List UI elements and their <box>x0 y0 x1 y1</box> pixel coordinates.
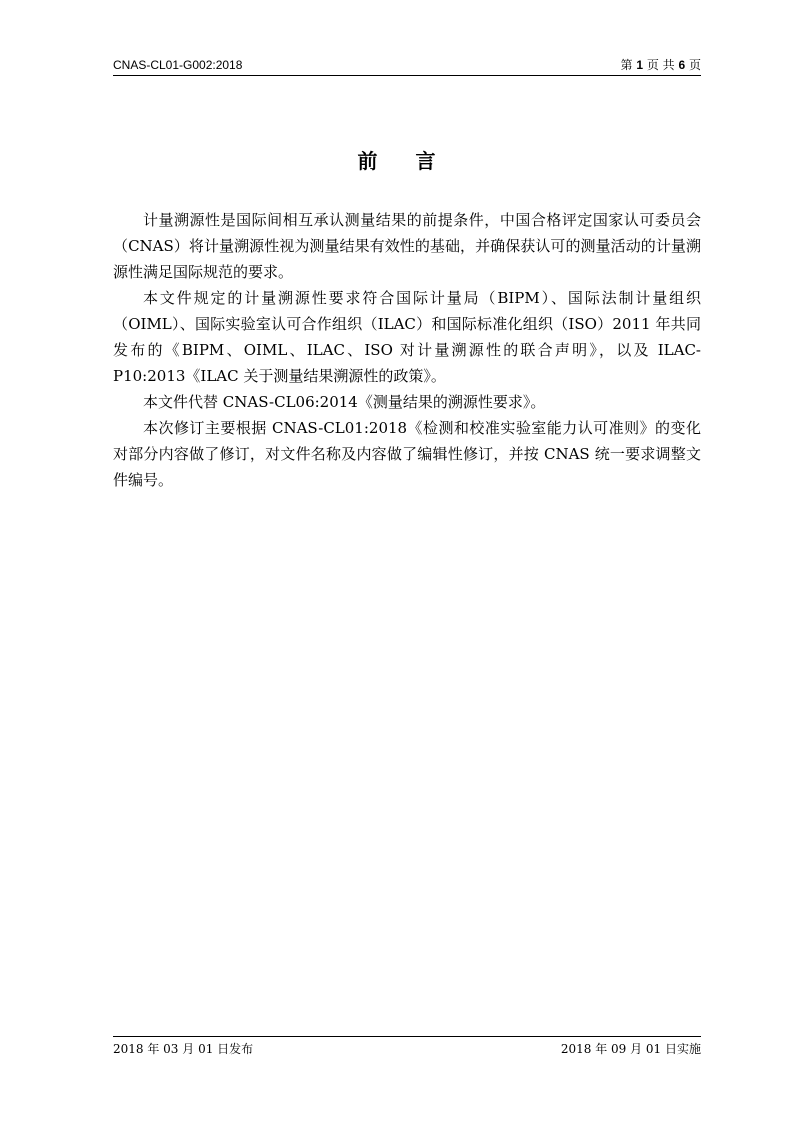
paragraph-4: 本次修订主要根据 CNAS-CL01:2018《检测和校准实验室能力认可准则》的变化对部分内容做了修订，对文件名称及内容做了编辑性修订，并按 CNAS 统一要求调整文件编号。 <box>113 419 701 489</box>
paragraph-2: 本文件规定的计量溯源性要求符合国际计量局（BIPM）、国际法制计量组织（OIML）、国际实验室认可合作组织（ILAC）和国际标准化组织（ISO）2011 年共同发布的《BIPM、OIML、ILAC、ISO 对计量溯源性的联合声明》，以及 ILAC-P10:2013《ILAC 关于测量结果溯源性的政策》。 <box>113 289 701 385</box>
page-mid: 页 共 <box>643 58 679 72</box>
effective-date: 2018 年 09 月 01 日实施 <box>560 1042 701 1056</box>
page-prefix: 第 <box>620 58 637 72</box>
paragraph-1: 计量溯源性是国际间相互承认测量结果的前提条件，中国合格评定国家认可委员会（CNAS）将计量溯源性视为测量结果有效性的基础，并确保获认可的测量活动的计量溯源性满足国际规范的要求。 <box>113 211 701 281</box>
title-char-2: 言 <box>415 149 436 173</box>
title-char-1: 前 <box>357 149 378 173</box>
page-total: 6 <box>678 58 686 72</box>
page-indicator <box>621 58 701 72</box>
page-title <box>0 145 793 174</box>
document-code: CNAS-CL01-G002:2018 <box>113 58 243 72</box>
foreword-body <box>113 207 701 493</box>
page-number: 1 <box>636 58 644 72</box>
page-header <box>113 57 701 76</box>
page-footer <box>113 1036 701 1061</box>
issue-date: 2018 年 03 月 01 日发布 <box>113 1042 254 1056</box>
paragraph-3: 本文件代替 CNAS-CL06:2014《测量结果的溯源性要求》。 <box>143 393 546 411</box>
page-suffix: 页 <box>685 58 701 72</box>
